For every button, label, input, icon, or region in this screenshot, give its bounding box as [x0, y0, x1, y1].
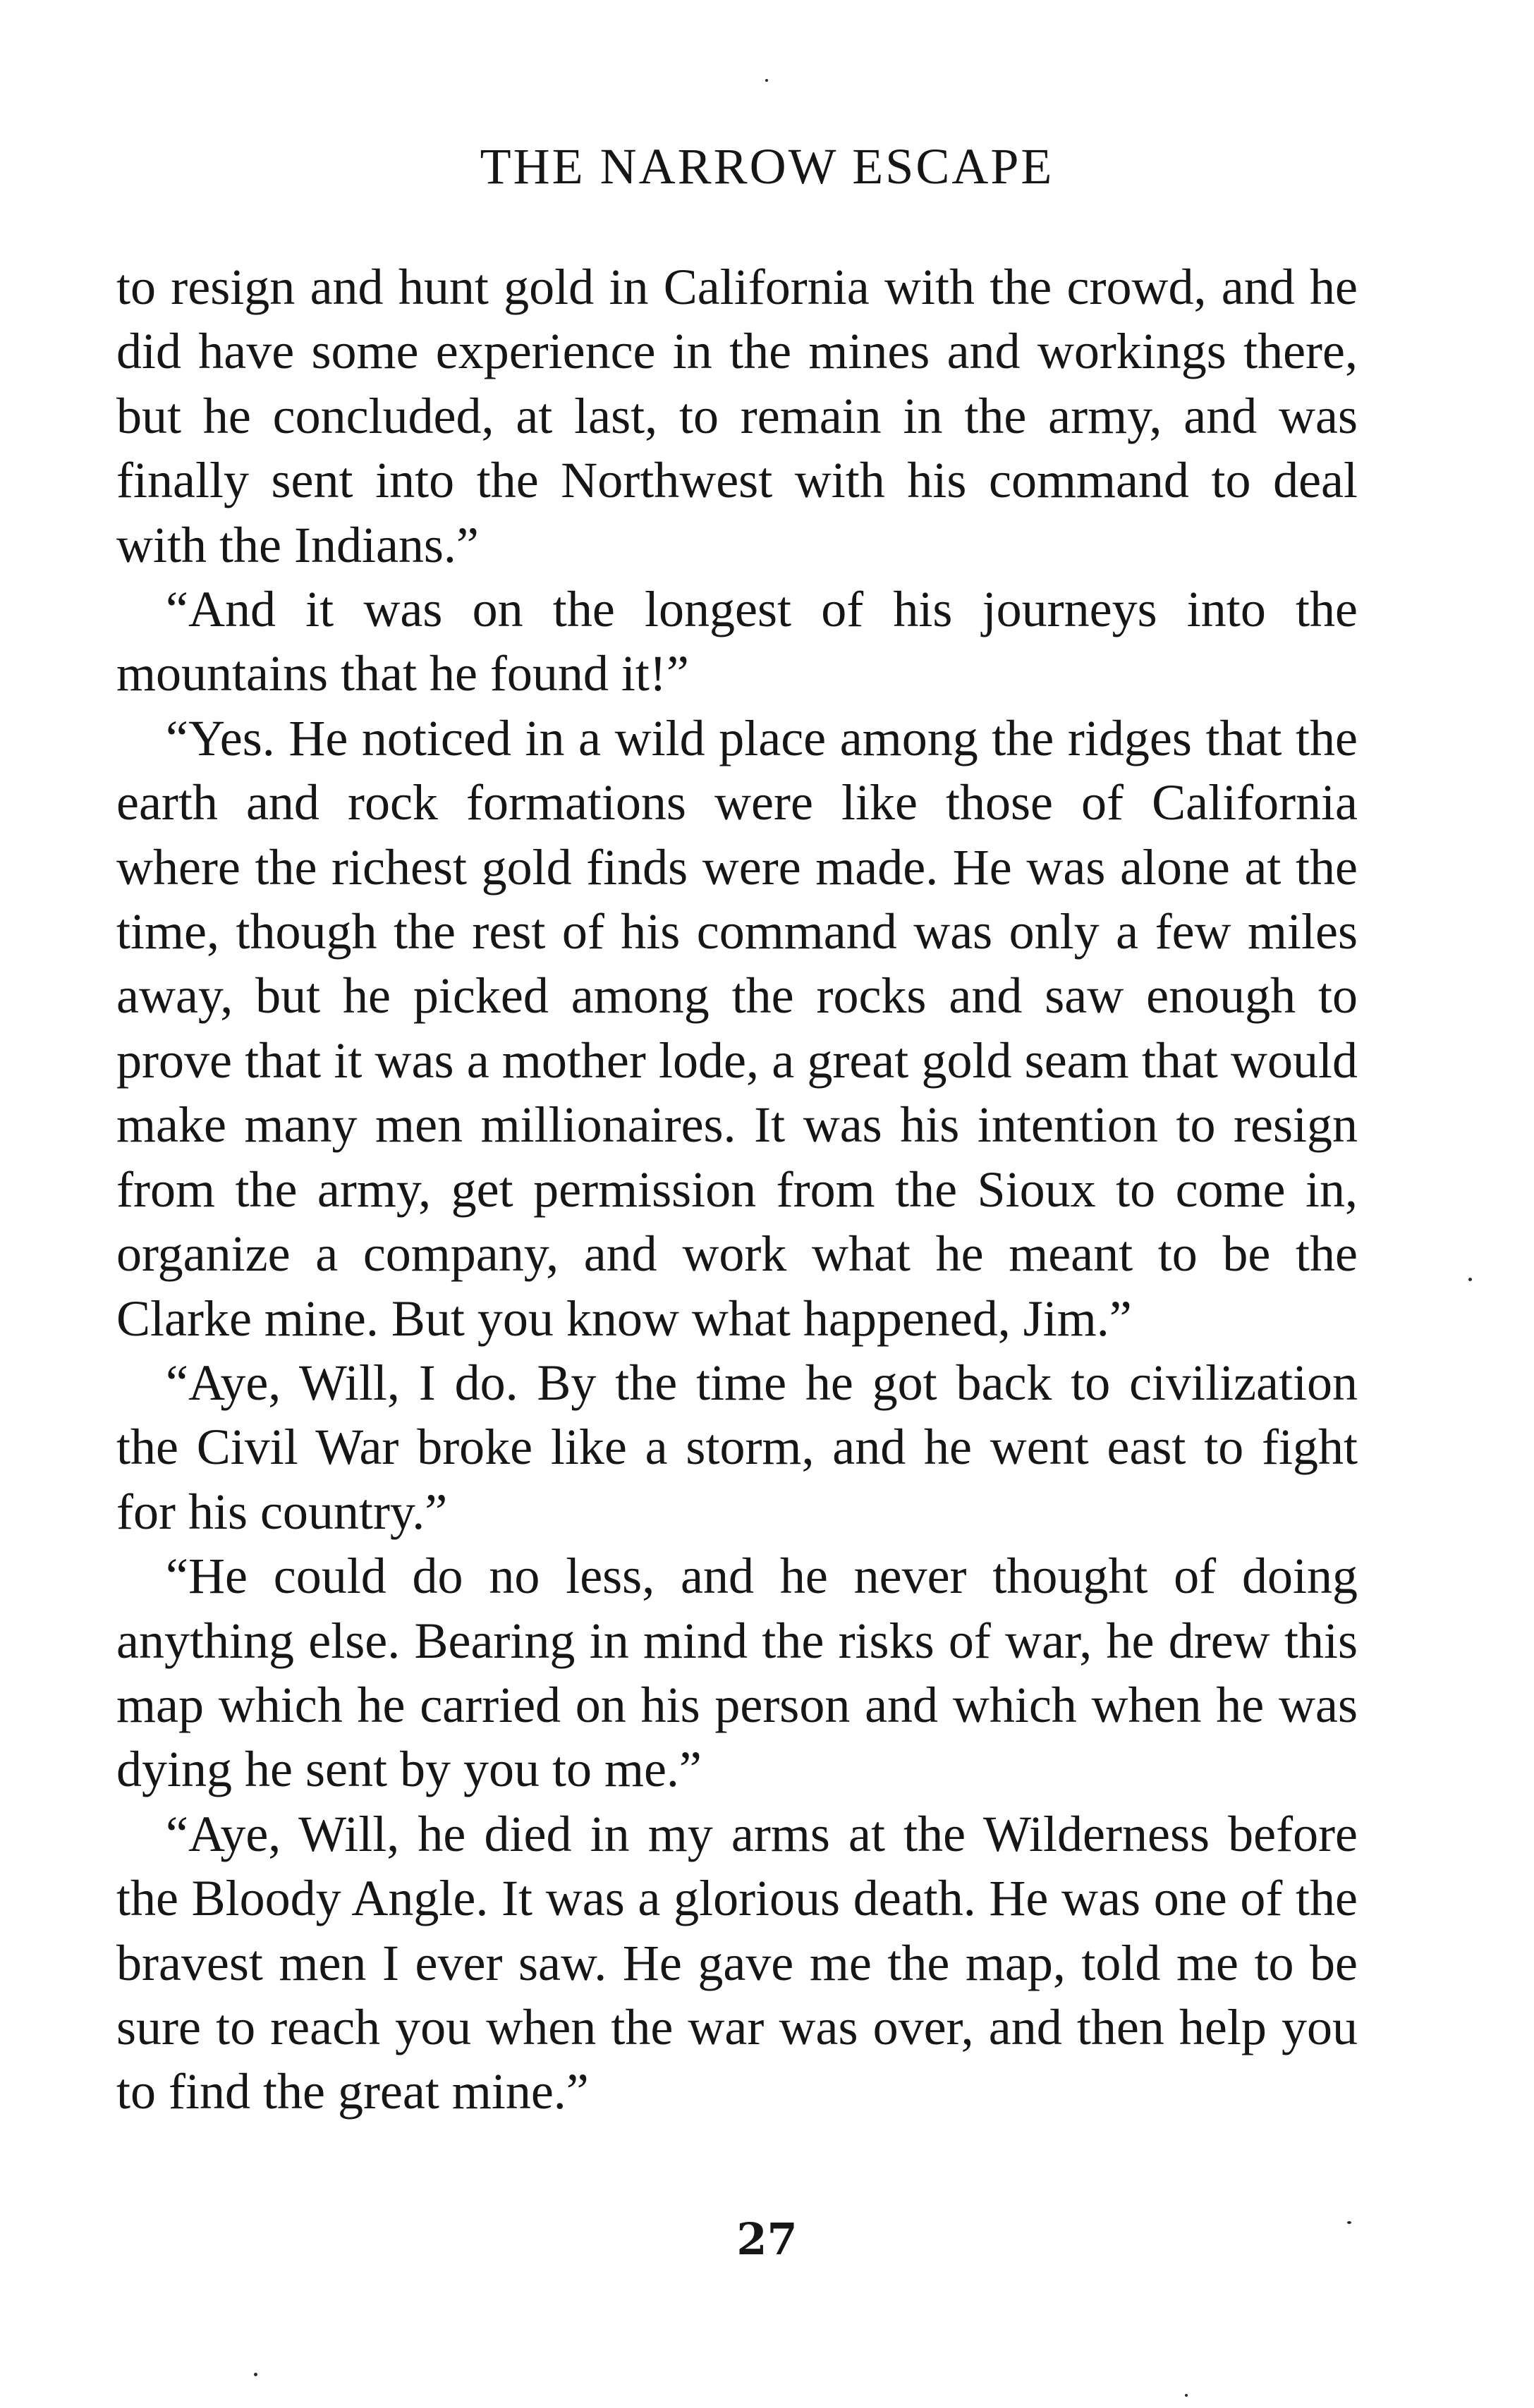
paragraph: “Aye, Will, I do. By the time he got back to civilization the Civil War broke like a storm, and he went east to fight for his country.”: [116, 1354, 1358, 1540]
paragraph: “He could do no less, and he never thought of doing anything else. Bearing in mind the risks of war, he drew this map which he carried on his person and which when he was dying he sent by you to me.”: [116, 1548, 1358, 1798]
paragraph: “Aye, Will, he died in my arms at the Wilderness before the Bloody Angle. It was a glorious death. He was one of the bravest men I ever saw. He gave me the map, told me to be sure to reach you when the war was over, and then help you to find the great mine.”: [116, 1805, 1358, 2120]
body-text: [116, 255, 1358, 2125]
print-speck: [765, 79, 768, 82]
print-speck: [1185, 2394, 1188, 2397]
print-speck: [1347, 2221, 1351, 2224]
paragraph: to resign and hunt gold in California with the crowd, and he did have some experience in the mines and workings there, but he concluded, at last, to remain in the army, and was finally sent into the Northwest with his command to deal with the Indians.”: [116, 259, 1358, 573]
running-head: THE NARROW ESCAPE: [480, 138, 1054, 195]
paragraph: “And it was on the longest of his journeys into the mountains that he found it!”: [116, 581, 1358, 702]
page-number: 27: [736, 2213, 798, 2265]
print-speck: [1468, 1278, 1472, 1281]
paragraph: “Yes. He noticed in a wild place among the ridges that the earth and rock formations were like those of California where the richest gold finds were made. He was alone at the time, though the rest of his command was only a few miles away, but he picked among the rocks and saw enough to prove that it was a mother lode, a great gold seam that would make many men millionaires. It was his intention to resign from the army, get permission from the Sioux to come in, organize a company, and work what he meant to be the Clarke mine. But you know what happened, Jim.”: [116, 709, 1358, 1347]
print-speck: [254, 2373, 257, 2376]
